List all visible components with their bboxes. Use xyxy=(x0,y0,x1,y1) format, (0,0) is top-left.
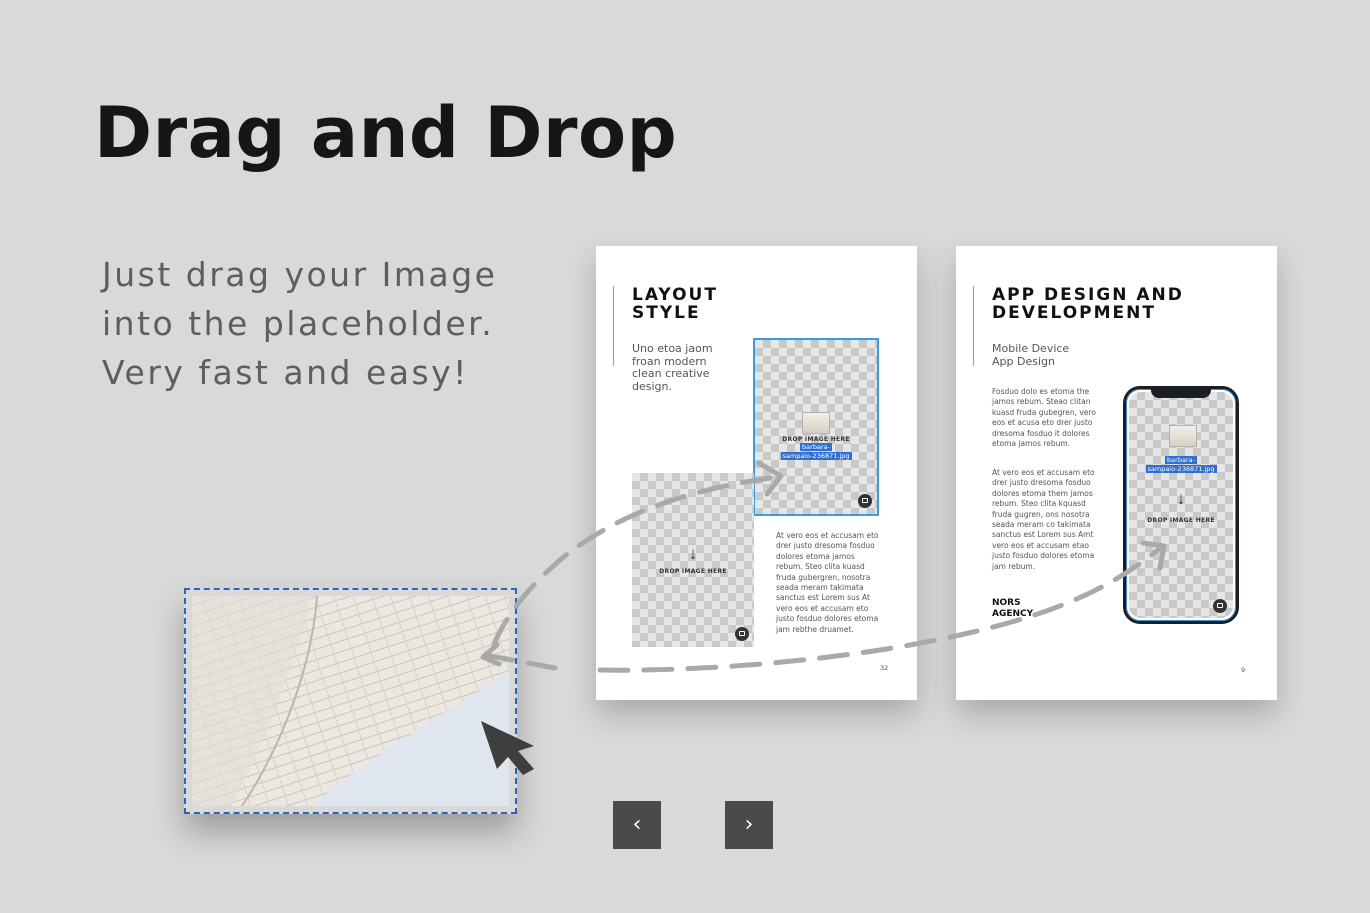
body-text xyxy=(992,468,1110,572)
body-line: jam rebthe druamet. xyxy=(776,624,854,634)
arrow-down-icon: ↓ xyxy=(688,544,698,563)
body-line: justo fosduo dolores etoma xyxy=(776,614,879,624)
body-line: drer justo dresoma fosduo xyxy=(992,478,1091,488)
file-name-tag xyxy=(755,443,877,461)
body-line: eos et acusa eto drer justo xyxy=(992,418,1093,428)
previous-button[interactable] xyxy=(613,801,661,849)
image-icon[interactable] xyxy=(1213,599,1227,613)
subheading-line: Mobile Device xyxy=(992,342,1070,355)
subheading-line: design. xyxy=(632,379,672,393)
file-name-line: barbara- xyxy=(1167,456,1195,464)
file-name-line: sampaio-236871.jpg xyxy=(782,452,850,460)
body-line: sanctus est Lorem sus At xyxy=(776,593,870,603)
drop-label: DROP IMAGE HERE xyxy=(782,436,850,443)
drop-label: DROP IMAGE HERE xyxy=(1147,517,1215,524)
body-line: dolores etoma jamos xyxy=(776,551,855,561)
title-divider xyxy=(613,286,614,366)
body-line: seada meram takimata xyxy=(776,583,864,593)
subheading-line: froan modern xyxy=(632,354,707,368)
body-line: vero eos et accusam etao xyxy=(992,540,1089,550)
body-line: dresoma fosduo it dolores xyxy=(992,428,1090,438)
body-line: Fosduo dolo es etoma the xyxy=(992,387,1090,396)
image-icon[interactable] xyxy=(858,494,872,508)
title-divider xyxy=(973,286,974,366)
image-placeholder[interactable] xyxy=(632,473,754,647)
page-number: 9 xyxy=(1241,666,1246,674)
body-line: vero eos et accusam eto xyxy=(776,603,869,613)
page-subheading xyxy=(992,343,1069,368)
image-placeholder-highlighted[interactable] xyxy=(755,340,877,514)
template-page-app-design xyxy=(956,246,1277,700)
page-subheading xyxy=(632,343,713,393)
file-name-line: barbara- xyxy=(802,443,830,451)
body-line: fruda gubergren, nosotra xyxy=(776,572,871,582)
body-line: etoma jamos rebum. xyxy=(992,439,1071,449)
body-line: rebum. Steo clita kuasd xyxy=(776,562,865,572)
page-heading-line: STYLE xyxy=(632,303,701,323)
subheading-line: App Design xyxy=(992,354,1055,368)
phone-image-placeholder[interactable] xyxy=(1129,392,1233,618)
drop-label: DROP IMAGE HERE xyxy=(659,568,727,575)
agency-line: NORS xyxy=(992,598,1021,608)
phone-notch xyxy=(1151,389,1211,398)
body-line: sanctus est Lorem sus Amt xyxy=(992,530,1094,540)
arrow-down-icon: ↓ xyxy=(1176,489,1186,508)
body-line: fruda gugren, ons nosotra xyxy=(992,509,1090,519)
chevron-right-icon: › xyxy=(744,812,754,837)
body-line: drer justo dresoma fosduo xyxy=(776,541,875,551)
page-heading-line: APP DESIGN AND xyxy=(992,285,1184,305)
page-heading-line: LAYOUT xyxy=(632,285,718,305)
body-text xyxy=(992,387,1110,449)
photo-artwork xyxy=(192,596,509,806)
body-line: justo fosduo dolores etoma xyxy=(992,551,1095,561)
chevron-left-icon: ‹ xyxy=(632,812,642,837)
page-heading xyxy=(632,286,718,322)
hero-subtitle xyxy=(102,250,562,397)
body-line: dolores etoma them jamos xyxy=(992,488,1093,498)
body-line: kuasd fruda gubegren, vero xyxy=(992,407,1096,417)
dragged-image[interactable] xyxy=(184,588,517,814)
next-button[interactable] xyxy=(725,801,773,849)
template-page-layout-style xyxy=(596,246,917,700)
dragged-thumbnail xyxy=(802,412,830,434)
image-icon[interactable] xyxy=(735,627,749,641)
phone-mockup xyxy=(1123,386,1239,624)
page-number: 32 xyxy=(880,664,889,672)
dragged-thumbnail xyxy=(1169,425,1197,447)
hero-subtitle-line: Just drag your Image xyxy=(102,255,498,294)
body-line: At vero eos et accusam eto xyxy=(992,468,1095,477)
agency-name xyxy=(992,598,1033,619)
subheading-line: Uno etoa jaom xyxy=(632,342,713,355)
body-line: At vero eos et accusam eto xyxy=(776,531,879,540)
hero-subtitle-line: Very fast and easy! xyxy=(102,353,469,392)
body-line: jam rebum. xyxy=(992,561,1036,571)
page-title: Drag and Drop xyxy=(94,92,678,174)
body-text xyxy=(776,531,896,635)
page-heading xyxy=(992,286,1184,322)
file-name-line: sampaio-236871.jpg xyxy=(1147,465,1215,473)
agency-line: AGENCY xyxy=(992,608,1034,619)
body-line: rebum. Steo clita kquasd xyxy=(992,499,1086,509)
body-line: seada meram co takimata xyxy=(992,520,1091,530)
page-heading-line: DEVELOPMENT xyxy=(992,303,1156,323)
subheading-line: clean creative xyxy=(632,367,710,380)
hero-subtitle-line: into the placeholder. xyxy=(102,304,495,343)
architecture-photo xyxy=(192,596,509,806)
file-name-tag xyxy=(1129,456,1233,474)
body-line: jamos rebum. Steao clitan xyxy=(992,397,1091,407)
